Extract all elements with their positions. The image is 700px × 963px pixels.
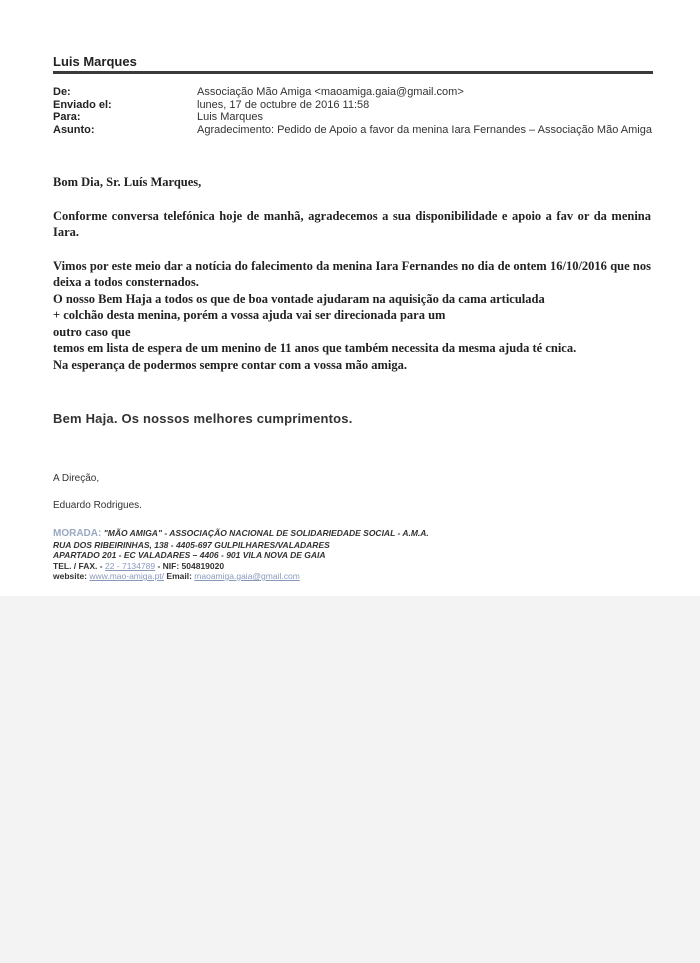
website-label: website: bbox=[53, 571, 88, 581]
footer-org-line bbox=[53, 528, 653, 540]
nif-label: - NIF: bbox=[157, 560, 180, 571]
body-line: O nosso Bem Haja a todos os que de boa vontade ajudaram na aquisição da cama articulada bbox=[53, 291, 545, 306]
footer-contact-line bbox=[53, 561, 653, 572]
tel-label: TEL. / FAX. - bbox=[53, 560, 103, 571]
header-label: De: bbox=[53, 86, 71, 98]
email-body bbox=[53, 174, 651, 373]
header-row-subject bbox=[53, 124, 653, 137]
footer-web-line bbox=[53, 571, 653, 582]
email-label: Email: bbox=[166, 571, 192, 581]
body-line: temos em lista de espera de um menino de 11 anos que também necessita da mesma ajuda té cnica. bbox=[53, 341, 577, 355]
header-label: Asunto: bbox=[53, 123, 95, 136]
tel-link[interactable]: 22 - 7134789 bbox=[104, 560, 156, 571]
header-label: Enviado el: bbox=[53, 98, 112, 111]
footer-address-1: RUA DOS RIBEIRINHAS, 138 - 4405-697 GULPILHARES/VALADARES bbox=[53, 539, 330, 550]
header-divider bbox=[53, 71, 653, 74]
sender-name: Luis Marques bbox=[53, 54, 137, 69]
footer-org: "MÃO AMIGA" - ASSOCIAÇÃO NACIONAL DE SOLIDARIEDADE SOCIAL - A.M.A. bbox=[103, 528, 429, 538]
header-label: Para: bbox=[53, 111, 81, 123]
footer-address-2: APARTADO 201 - EC VALADARES – 4406 - 901 VILA NOVA DE GAIA bbox=[53, 550, 326, 560]
organization-footer bbox=[53, 528, 653, 582]
website-link[interactable]: www.mao-amiga.pt/ bbox=[89, 571, 165, 581]
greeting: Bom Dia, Sr. Luís Marques, bbox=[53, 175, 202, 189]
body-line: outro caso que bbox=[53, 324, 131, 339]
signature-name: Eduardo Rodrigues. bbox=[53, 500, 142, 511]
header-value: Agradecimento: Pedido de Apoio a favor da menina Iara Fernandes – Associação Mão Amiga bbox=[197, 123, 652, 136]
body-line: Na esperança de podermos sempre contar com a vossa mão amiga. bbox=[53, 357, 408, 372]
header-row-to bbox=[53, 111, 653, 124]
email-link[interactable]: maoamiga.gaia@gmail.com bbox=[194, 571, 300, 581]
body-line: Vimos por este meio dar a notícia do falecimento da menina Iara Fernandes no dia de ontem 16/10/2016 que nos deixa a todos consternados. bbox=[53, 258, 651, 289]
header-row-sent bbox=[53, 99, 653, 112]
email-header-table bbox=[53, 86, 653, 136]
header-value: Luis Marques bbox=[197, 111, 264, 123]
morada-label: MORADA: bbox=[53, 528, 102, 539]
signature-direction: A Direção, bbox=[53, 473, 100, 484]
body-line: + colchão desta menina, porém a vossa ajuda vai ser direcionada para um bbox=[53, 308, 446, 322]
nif-value: 504819020 bbox=[181, 560, 225, 571]
header-value: Associação Mão Amiga <maoamiga.gaia@gmail.com> bbox=[197, 86, 464, 98]
paragraph-thanks: Conforme conversa telefónica hoje de manhã, agradecemos a sua disponibilidade e apoio a fav or da menina Iara. bbox=[53, 208, 651, 239]
closing-line: Bem Haja. Os nossos melhores cumprimentos. bbox=[53, 411, 353, 426]
header-value: lunes, 17 de octubre de 2016 11:58 bbox=[197, 98, 370, 111]
header-row-from bbox=[53, 86, 653, 99]
